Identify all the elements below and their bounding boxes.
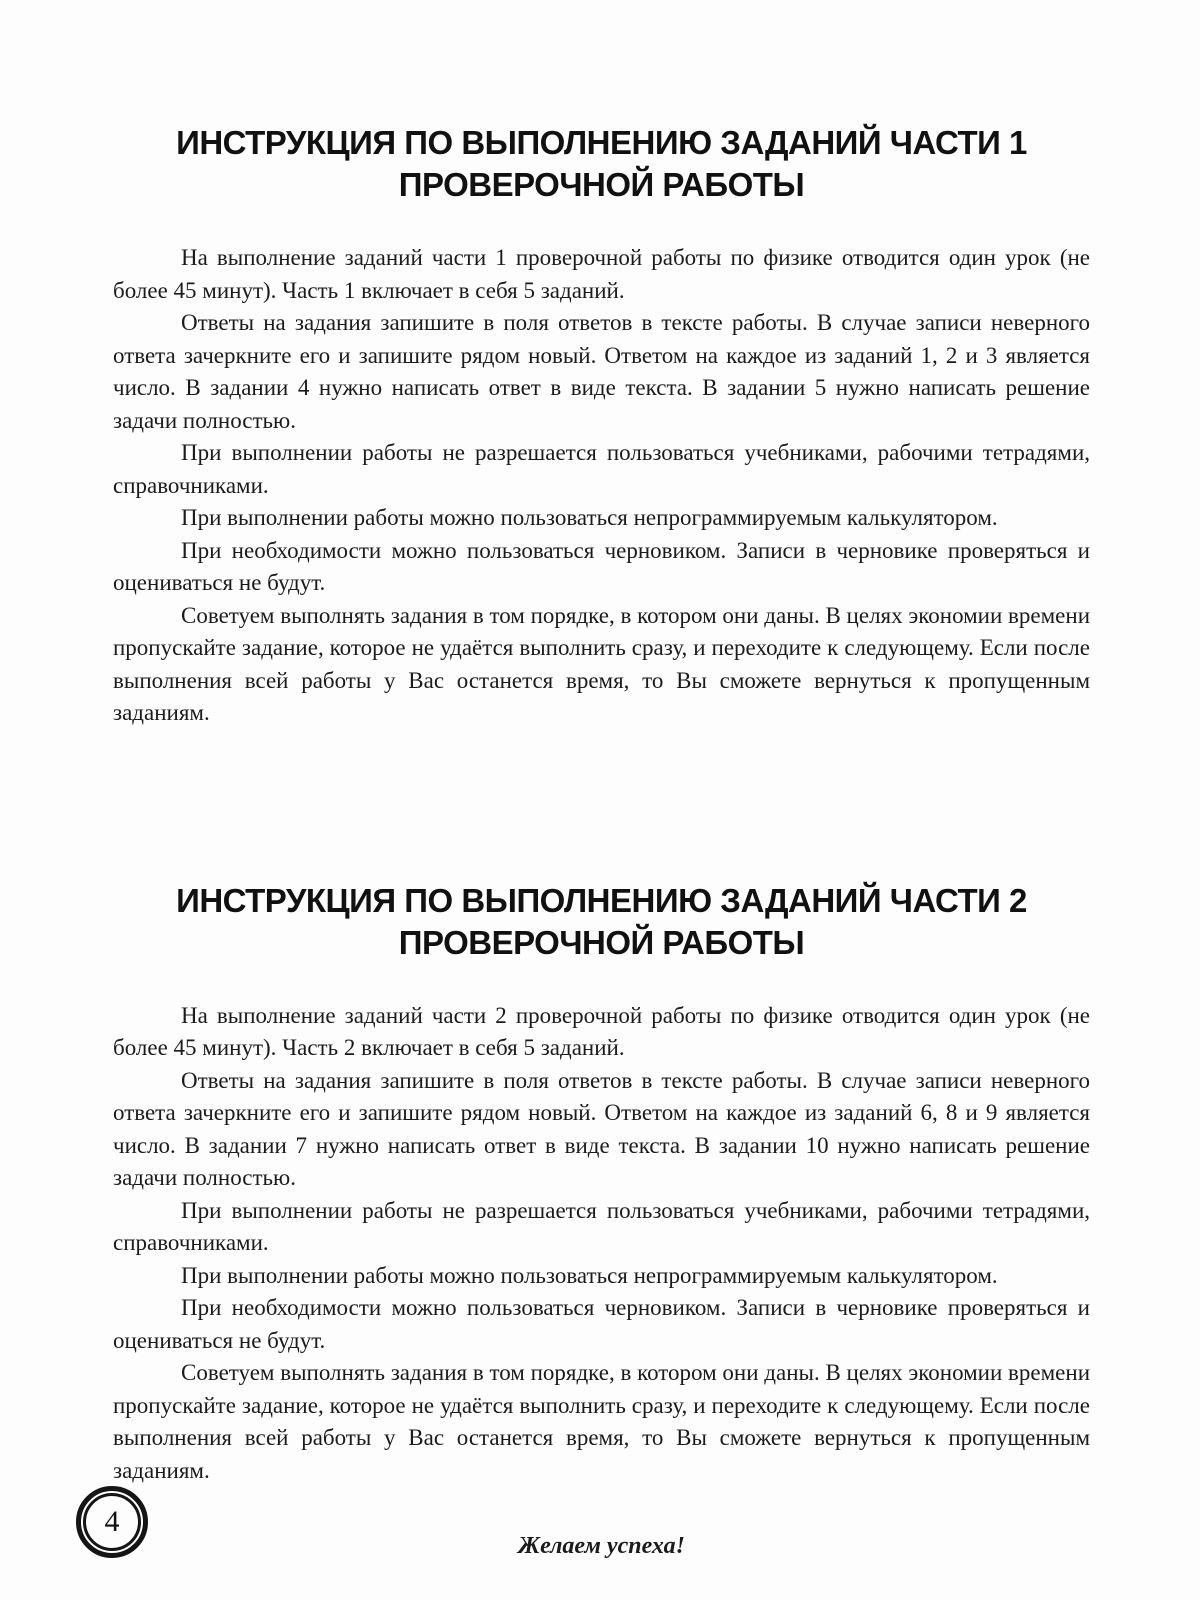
paragraph: Советуем выполнять задания в том порядке, в котором они даны. В целях экономии времени пропускайте задание, которое не удаётся выполнить сразу, и переходите к следующему. Если после выполнения всей работы у Вас останется время, то Вы сможете вернуться к пропущенным заданиям. (113, 602, 1090, 725)
paragraph: Ответы на задания запишите в поля ответов в тексте работы. В случае записи неверного ответа зачеркните его и запишите рядом новый. Ответом на каждое из заданий 6, 8 и 9 является число. В задании 7 нужно написать ответ в виде текста. В задании 10 нужно написать решение задачи полностью. (113, 1067, 1090, 1190)
section-1-heading-line-1: ИНСТРУКЦИЯ ПО ВЫПОЛНЕНИЮ ЗАДАНИЙ ЧАСТИ 1 (176, 124, 1027, 161)
document-page (113, 0, 1090, 1560)
page-number-badge (76, 1486, 148, 1558)
section-2-heading-line-2: ПРОВЕРОЧНОЙ РАБОТЫ (398, 923, 805, 961)
paragraph: При выполнении работы не разрешается пользоваться учебниками, рабочими тетрадями, справочниками. (113, 1197, 1090, 1255)
section-part-2 (113, 880, 1090, 1488)
paragraph: При необходимости можно пользоваться черновиком. Записи в черновике проверяться и оцениваться не будут. (113, 537, 1090, 595)
section-2-body (113, 1000, 1090, 1488)
section-2-heading (113, 880, 1090, 964)
section-part-1 (113, 122, 1090, 730)
paragraph: При выполнении работы можно пользоваться непрограммируемым калькулятором. (181, 1262, 998, 1288)
page-number-inner-ring (83, 1493, 141, 1551)
paragraph: При необходимости можно пользоваться черновиком. Записи в черновике проверяться и оцениваться не будут. (113, 1295, 1090, 1353)
paragraph: Ответы на задания запишите в поля ответов в тексте работы. В случае записи неверного ответа зачеркните его и запишите рядом новый. Ответом на каждое из заданий 1, 2 и 3 является число. В задании 4 нужно написать ответ в виде текста. В задании 5 нужно написать решение задачи полностью. (113, 310, 1090, 433)
paragraph: При выполнении работы можно пользоваться непрограммируемым калькулятором. (181, 505, 998, 530)
section-1-body (113, 242, 1090, 730)
paragraph: На выполнение заданий части 1 проверочной работы по физике отводится один урок (не более 45 минут). Часть 1 включает в себя 5 заданий. (113, 245, 1090, 303)
section-1-heading-line-2: ПРОВЕРОЧНОЙ РАБОТЫ (398, 166, 805, 203)
paragraph: На выполнение заданий части 2 проверочной работы по физике отводится один урок (не более 45 минут). Часть 2 включает в себя 5 заданий. (113, 1002, 1090, 1060)
wish-text: Желаем успеха! (518, 1533, 685, 1559)
section-2-heading-line-1: ИНСТРУКЦИЯ ПО ВЫПОЛНЕНИЮ ЗАДАНИЙ ЧАСТИ 2 (176, 881, 1027, 919)
paragraph: Советуем выполнять задания в том порядке, в котором они даны. В целях экономии времени пропускайте задание, которое не удаётся выполнить сразу, и переходите к следующему. Если после выполнения всей работы у Вас останется время, то Вы сможете вернуться к пропущенным заданиям. (113, 1360, 1090, 1483)
page-number: 4 (104, 1505, 120, 1538)
section-1-heading (113, 122, 1090, 206)
paragraph: При выполнении работы не разрешается пользоваться учебниками, рабочими тетрадями, справочниками. (113, 440, 1090, 498)
